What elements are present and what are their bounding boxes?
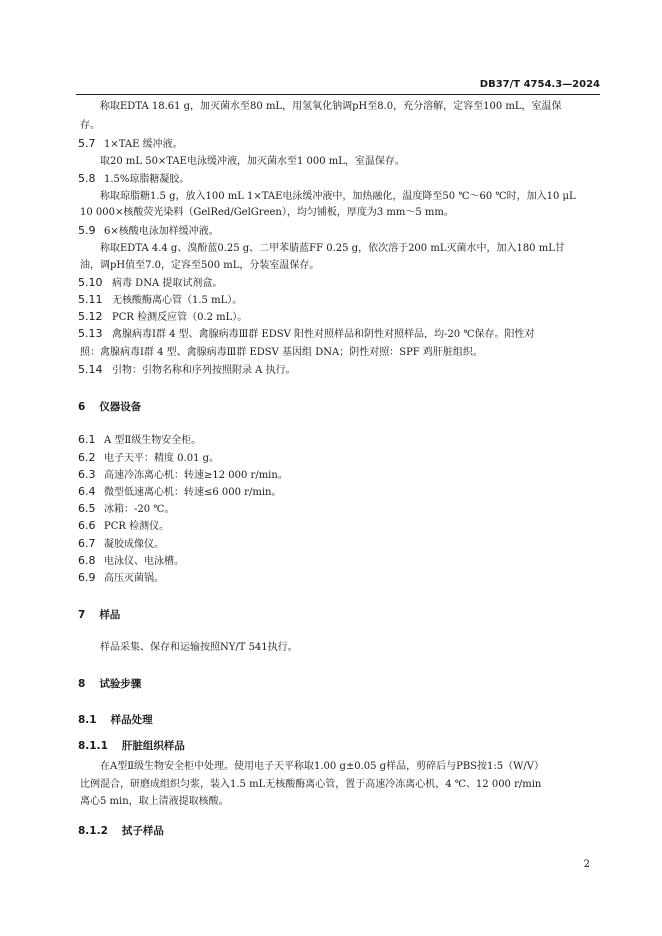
clause-number: 6.5 xyxy=(78,502,96,515)
clause-number: 5.14 xyxy=(78,363,103,376)
section-heading xyxy=(78,823,164,838)
clause-number: 5.10 xyxy=(78,276,103,289)
clause-text: 微型低速离心机：转速≤6 000 r/min。 xyxy=(104,487,282,498)
header-rule xyxy=(76,94,600,95)
clause-text: 病毒 DNA 提取试剂盒。 xyxy=(112,278,223,289)
clause-text: 6×核酸电泳加样缓冲液。 xyxy=(104,226,219,237)
section-number: 8.1.2 xyxy=(78,825,108,837)
clause-number: 5.7 xyxy=(78,137,96,150)
section-number: 7 xyxy=(78,609,86,621)
clause-text: PCR 检测反应管（0.2 mL）。 xyxy=(112,312,248,323)
clause-number: 6.1 xyxy=(78,433,96,446)
paragraph-line: 油，调pH值至7.0，定容至500 mL，分装室温保存。 xyxy=(80,260,320,271)
section-heading xyxy=(78,607,120,622)
clause-text: 高速冷冻离心机：转速≥12 000 r/min。 xyxy=(104,470,288,481)
clause-text: 电泳仪、电泳槽。 xyxy=(104,556,184,567)
clause-text: 引物：引物名称和序列按照附录 A 执行。 xyxy=(112,365,296,376)
paragraph-line: 存。 xyxy=(80,120,100,131)
paragraph-line: 称取EDTA 4.4 g、溴酚蓝0.25 g、二甲苯腈蓝FF 0.25 g，依次溶于200 mL灭菌水中，加入180 mL甘 xyxy=(100,243,565,254)
section-number: 8.1 xyxy=(78,714,97,726)
clause-text: 无核酸酶离心管（1.5 mL）。 xyxy=(112,295,243,306)
paragraph-line: 称取琼脂糖1.5 g，放入100 mL 1×TAE电泳缓冲液中，加热融化，温度降至50 ℃～60 ℃时，加入10 μL xyxy=(100,191,576,202)
section-title: 肝脏组织样品 xyxy=(121,740,185,752)
clause-text: 冰箱：-20 ℃。 xyxy=(104,504,175,515)
paragraph-line: 照：禽腺病毒Ⅰ群 4 型、禽腺病毒Ⅲ群 EDSV 基因组 DNA；阴性对照：SPF 鸡肝脏组织。 xyxy=(80,347,483,358)
clause-number: 5.8 xyxy=(78,172,96,185)
paragraph-line: 比例混合，研磨成组织匀浆，装入1.5 mL无核酸酶离心管，置于高速冷冻离心机，4 ℃、12 000 r/min xyxy=(80,779,542,790)
clause-number: 6.3 xyxy=(78,468,96,481)
section-title: 拭子样品 xyxy=(121,825,164,837)
section-heading xyxy=(78,399,141,414)
section-heading xyxy=(78,676,141,691)
clause-text: 高压灭菌锅。 xyxy=(104,573,164,584)
clause-text: 1×TAE 缓冲液。 xyxy=(104,139,183,150)
clause-text: 电子天平：精度 0.01 g。 xyxy=(104,453,220,464)
section-number: 8.1.1 xyxy=(78,740,108,752)
section-title: 仪器设备 xyxy=(99,401,142,413)
paragraph-line: 样品采集、保存和运输按照NY/T 541执行。 xyxy=(100,642,298,653)
section-heading xyxy=(78,712,153,727)
clause-text: 凝胶成像仪。 xyxy=(104,539,164,550)
clause-text: A 型Ⅱ级生物安全柜。 xyxy=(104,435,202,446)
clause-number: 5.11 xyxy=(78,293,103,306)
clause-number: 6.7 xyxy=(78,537,96,550)
section-title: 样品 xyxy=(99,609,121,621)
clause-number: 6.4 xyxy=(78,485,96,498)
clause-number: 5.12 xyxy=(78,310,103,323)
page-number: 2 xyxy=(583,859,590,870)
clause-text: 禽腺病毒Ⅰ群 4 型、禽腺病毒Ⅲ群 EDSV 阳性对照样品和阴性对照样品，均-20 ℃保存。阳性对 xyxy=(112,329,535,340)
section-number: 8 xyxy=(78,678,86,690)
clause-text: PCR 检测仪。 xyxy=(104,521,170,532)
section-title: 试验步骤 xyxy=(99,678,142,690)
section-title: 样品处理 xyxy=(110,714,153,726)
clause-number: 6.6 xyxy=(78,519,96,532)
paragraph-line: 取20 mL 50×TAE电泳缓冲液，加灭菌水至1 000 mL，室温保存。 xyxy=(100,156,405,167)
section-number: 6 xyxy=(78,401,86,413)
section-heading xyxy=(78,738,185,753)
clause-number: 6.8 xyxy=(78,554,96,567)
paragraph-line: 10 000×核酸荧光染料（GelRed/GelGreen），均匀铺板，厚度为3 mm～5 mm。 xyxy=(80,207,454,218)
paragraph-line: 离心5 min，取上清液提取核酸。 xyxy=(80,796,229,807)
clause-number: 6.2 xyxy=(78,451,96,464)
clause-number: 5.9 xyxy=(78,224,96,237)
paragraph-line: 称取EDTA 18.61 g，加灭菌水至80 mL，用氢氧化钠调pH至8.0，充分溶解，定容至100 mL，室温保 xyxy=(100,101,562,112)
clause-text: 1.5%琼脂糖凝胶。 xyxy=(104,174,190,185)
standard-number: DB37/T 4754.3—2024 xyxy=(479,79,600,90)
paragraph-line: 在A型Ⅱ级生物安全柜中处理。使用电子天平称取1.00 g±0.05 g样品，剪碎后与PBS按1:5（W/V） xyxy=(100,761,544,772)
clause-number: 6.9 xyxy=(78,571,96,584)
clause-number: 5.13 xyxy=(78,327,103,340)
